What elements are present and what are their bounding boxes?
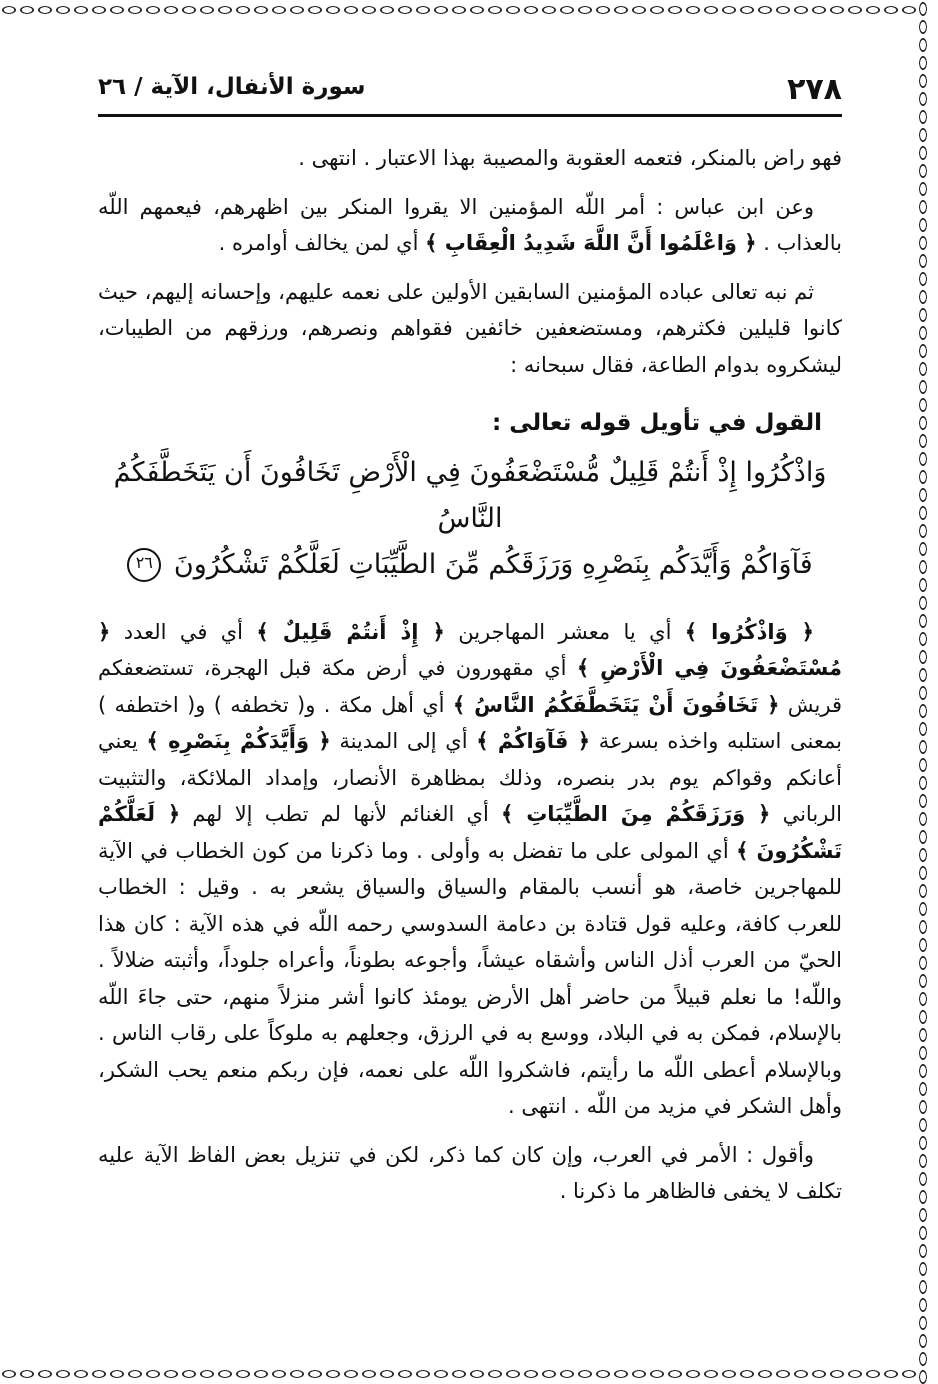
commentary-text: يعني أعانكم وقواكم يوم بدر بنصره، وذلك بمظاهرة الأنصار، وإمداد الملائكة، والتثبيت الرباني bbox=[98, 729, 842, 826]
quran-quote: ﴿ لَعَلَّكُمْ تَشْكُرُونَ ﴾ bbox=[98, 802, 842, 863]
page-body bbox=[98, 140, 842, 1222]
commentary-text: أي مقهورون في أرض مكة قبل الهجرة، تستضعفكم قريش bbox=[98, 656, 843, 717]
verse-block bbox=[98, 450, 842, 588]
commentary-text: أي في العدد bbox=[123, 619, 244, 644]
quran-quote: ﴿ مُسْتَضْعَفُونَ فِي الْأَرْضِ ﴾ bbox=[98, 619, 842, 680]
ayah-number-marker: ٢٦ bbox=[127, 548, 161, 582]
paragraph-2 bbox=[98, 189, 842, 262]
running-head: سورة الأنفال، الآية / ٢٦ bbox=[98, 74, 366, 100]
paragraph-3: ثم نبه تعالى عباده المؤمنين السابقين الأولين على نعمه عليهم، وإحسانه إليهم، حيث كانوا قليلين فكثرهم، ومستضعفين خائفين فقواهم ونصرهم، ورزقهم من الطيبات، ليشكروه بدوام الطاعة، فقال سبحانه : bbox=[98, 279, 842, 377]
decorative-border-top bbox=[0, 0, 918, 20]
commentary-text: أي يا معشر المهاجرين bbox=[458, 619, 672, 644]
quran-quote: ﴿ وَاذْكُرُوا ﴾ bbox=[684, 619, 814, 644]
commentary-text: أي المولى على ما تفضل به وأولى . وما ذكرنا من كون الخطاب في الآية للمهاجرين خاصة، هو أنسب بالمقام والسياق والسياق يشعر به . وقيل : الخطاب للعرب كافة، وعليه قول قتادة بن دعامة السدوسي رحمه اللّه في هذه الآية : كان هذا الحيّ من العرب أذل الناس وأشقاه عيشاً، وأجوعه بطوناً، وأعراه جلوداً، وأثبته ضلالاً . واللّه! ما نعلم قبيلاً من حاضر أهل الأرض يومئذ كانوا أشر منزلاً منهم، حتى جاءَ اللّه بالإسلام، فمكن به في البلاد، ووسع به في الرزق، وجعلهم به ملوكاً على رقاب الناس . وبالإسلام أعطى اللّه ما رأيتم، فاشكروا اللّه على نعمه، فإن ربكم منعم يحب الشكر، وأهل الشكر في مزيد من اللّه . انتهى . bbox=[98, 838, 842, 1118]
commentary-text: أي أهل مكة . و( تخطفه ) و( اختطفه ) بمعنى استلبه واخذه بسرعة bbox=[98, 692, 842, 753]
commentary-text: أي إلى المدينة bbox=[339, 729, 468, 753]
quran-quote: ﴿ إِذْ أَنتُمْ قَلِيلٌ ﴾ bbox=[256, 619, 445, 644]
paragraph-2-text-a: وعن ابن عباس : أمر اللّه المؤمنين الا يقروا المنكر بين اظهرهم، فيعمهم اللّه بالعذاب . bbox=[98, 194, 842, 255]
quran-quote: ﴿ وَأَيَّدَكُمْ بِنَصْرِهِ ﴾ bbox=[146, 729, 331, 753]
quran-quote: ﴿ تَخَافُونَ أَنْ يَتَخَطَّفَكُمُ النَّاسُ ﴾ bbox=[452, 692, 780, 717]
section-heading: القول في تأويل قوله تعالى : bbox=[492, 410, 822, 436]
commentary-text: أي الغنائم لأنها لم تطب إلا لهم bbox=[192, 802, 489, 826]
decorative-border-bottom bbox=[0, 1364, 918, 1384]
page-number: ٢٧٨ bbox=[787, 72, 842, 107]
quran-quote: ﴿ وَرَزَقَكُمْ مِنَ الطَّيِّبَاتِ ﴾ bbox=[501, 802, 771, 826]
paragraph-2-text-b: أي لمن يخالف أوامره . bbox=[218, 231, 419, 255]
quran-quote: ﴿ فَآوَاكُمْ ﴾ bbox=[476, 729, 591, 753]
decorative-border-right bbox=[914, 0, 932, 1384]
closing-paragraph: وأقول : الأمر في العرب، وإن كان كما ذكر، لكن في تنزيل بعض الفاظ الآية عليه تكلف لا يخفى فالظاهر ما ذكرنا . bbox=[98, 1142, 842, 1203]
verse-line-2-text: فَآوَاكُمْ وَأَيَّدَكُم بِنَصْرِهِ وَرَزَقَكُم مِّنَ الطَّيِّبَاتِ لَعَلَّكُمْ تَشْكُرُونَ bbox=[173, 548, 813, 580]
verse-line-1: وَاذْكُرُوا إِذْ أَنتُمْ قَلِيلٌ مُّسْتَضْعَفُونَ فِي الْأَرْضِ تَخَافُونَ أَن يَتَخَطَّفَكُمُ النَّاسُ bbox=[113, 456, 827, 534]
paragraph-1: فهو راض بالمنكر، فتعمه العقوبة والمصيبة بهذا الاعتبار . انتهى . bbox=[298, 146, 842, 170]
verse-line-2 bbox=[98, 542, 842, 588]
quran-quote: ﴿ وَاعْلَمُوا أَنَّ اللَّهَ شَدِيدُ الْعِقَابِ ﴾ bbox=[425, 231, 757, 255]
commentary-paragraph bbox=[98, 614, 842, 1125]
page-header bbox=[98, 64, 842, 117]
